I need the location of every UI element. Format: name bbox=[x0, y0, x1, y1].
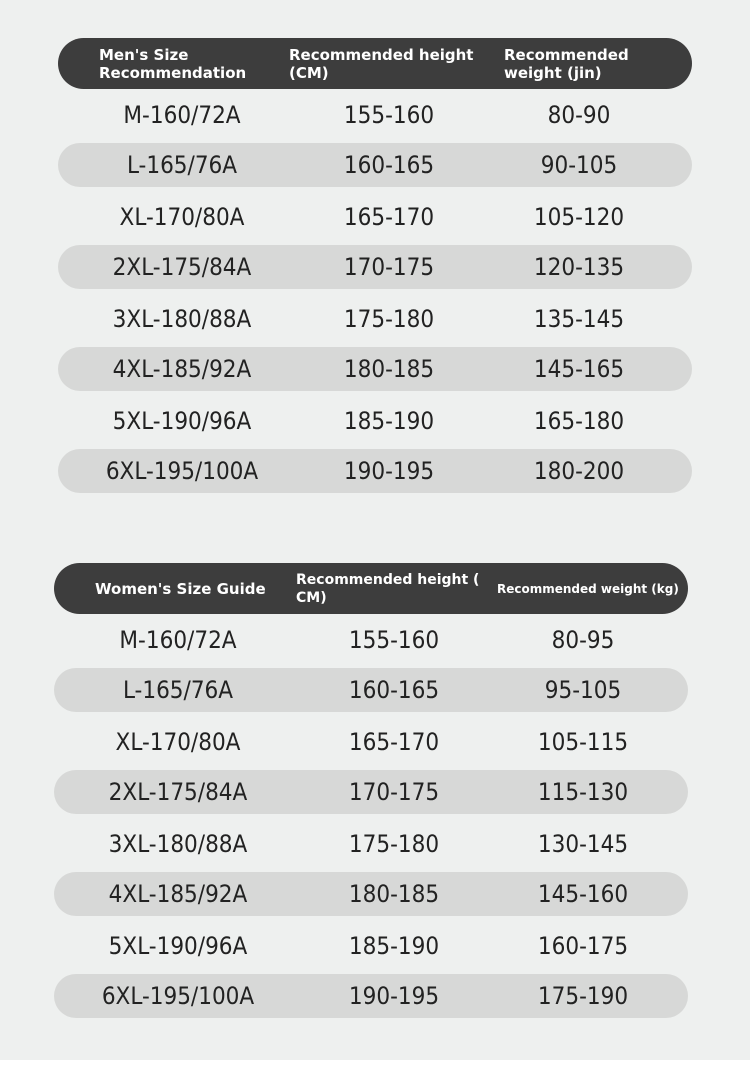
height-cell: 180-185 bbox=[343, 355, 435, 383]
size-cell: 6XL-195/100A bbox=[105, 457, 259, 485]
womens-header-size: Women's Size Guide bbox=[95, 579, 266, 598]
weight-cell: 180-200 bbox=[533, 457, 625, 485]
height-cell: 165-170 bbox=[343, 202, 435, 231]
size-cell: M-160/72A bbox=[123, 100, 241, 129]
weight-cell: 160-175 bbox=[537, 931, 629, 960]
size-cell: 5XL-190/96A bbox=[108, 931, 248, 960]
table-row bbox=[54, 716, 688, 767]
mens-header-size: Men's Size Recommendation bbox=[99, 45, 247, 82]
size-cell: 2XL-175/84A bbox=[108, 778, 248, 806]
table-row bbox=[58, 347, 692, 391]
height-cell: 185-190 bbox=[348, 931, 440, 960]
table-row bbox=[58, 293, 692, 344]
womens-header-weight: Recommended weight (kg) bbox=[497, 581, 679, 596]
weight-cell: 95-105 bbox=[544, 676, 622, 704]
height-cell: 160-165 bbox=[348, 676, 440, 704]
table-row bbox=[58, 245, 692, 289]
table-row bbox=[58, 89, 692, 140]
size-cell: XL-170/80A bbox=[119, 202, 245, 231]
table-row bbox=[54, 872, 688, 916]
height-cell: 155-160 bbox=[348, 625, 440, 654]
table-row bbox=[54, 974, 688, 1018]
weight-cell: 115-130 bbox=[537, 778, 629, 806]
size-cell: 4XL-185/92A bbox=[112, 355, 252, 383]
size-cell: 6XL-195/100A bbox=[101, 982, 255, 1010]
weight-cell: 175-190 bbox=[537, 982, 629, 1010]
table-row bbox=[58, 191, 692, 242]
height-cell: 155-160 bbox=[343, 100, 435, 129]
size-cell: 2XL-175/84A bbox=[112, 253, 252, 281]
table-row bbox=[58, 395, 692, 446]
table-row bbox=[58, 143, 692, 187]
size-cell: XL-170/80A bbox=[115, 727, 241, 756]
mens-table-header bbox=[58, 38, 692, 89]
height-cell: 185-190 bbox=[343, 406, 435, 435]
mens-size-table bbox=[58, 38, 692, 497]
height-cell: 175-180 bbox=[343, 304, 435, 333]
height-cell: 180-185 bbox=[348, 880, 440, 908]
size-cell: 5XL-190/96A bbox=[112, 406, 252, 435]
height-cell: 190-195 bbox=[348, 982, 440, 1010]
size-cell: 3XL-180/88A bbox=[108, 829, 248, 858]
weight-cell: 130-145 bbox=[537, 829, 629, 858]
weight-cell: 80-90 bbox=[547, 100, 611, 129]
womens-size-table bbox=[54, 563, 688, 1022]
weight-cell: 90-105 bbox=[540, 151, 618, 179]
womens-header-height: Recommended height ( CM) bbox=[296, 571, 480, 606]
height-cell: 175-180 bbox=[348, 829, 440, 858]
table-row bbox=[58, 449, 692, 493]
mens-header-weight: Recommended weight (jin) bbox=[504, 45, 629, 82]
weight-cell: 105-115 bbox=[537, 727, 629, 756]
height-cell: 190-195 bbox=[343, 457, 435, 485]
table-row bbox=[54, 770, 688, 814]
weight-cell: 145-165 bbox=[533, 355, 625, 383]
weight-cell: 135-145 bbox=[533, 304, 625, 333]
height-cell: 165-170 bbox=[348, 727, 440, 756]
table-row bbox=[54, 818, 688, 869]
size-cell: 4XL-185/92A bbox=[108, 880, 248, 908]
womens-table-header bbox=[54, 563, 688, 614]
weight-cell: 165-180 bbox=[533, 406, 625, 435]
weight-cell: 80-95 bbox=[551, 625, 615, 654]
table-row bbox=[54, 668, 688, 712]
size-cell: 3XL-180/88A bbox=[112, 304, 252, 333]
size-cell: M-160/72A bbox=[119, 625, 237, 654]
height-cell: 170-175 bbox=[348, 778, 440, 806]
weight-cell: 105-120 bbox=[533, 202, 625, 231]
height-cell: 160-165 bbox=[343, 151, 435, 179]
weight-cell: 120-135 bbox=[533, 253, 625, 281]
table-row bbox=[54, 920, 688, 971]
size-cell: L-165/76A bbox=[126, 151, 238, 179]
weight-cell: 145-160 bbox=[537, 880, 629, 908]
height-cell: 170-175 bbox=[343, 253, 435, 281]
table-row bbox=[54, 614, 688, 665]
mens-header-height: Recommended height (CM) bbox=[289, 45, 474, 82]
size-cell: L-165/76A bbox=[122, 676, 234, 704]
